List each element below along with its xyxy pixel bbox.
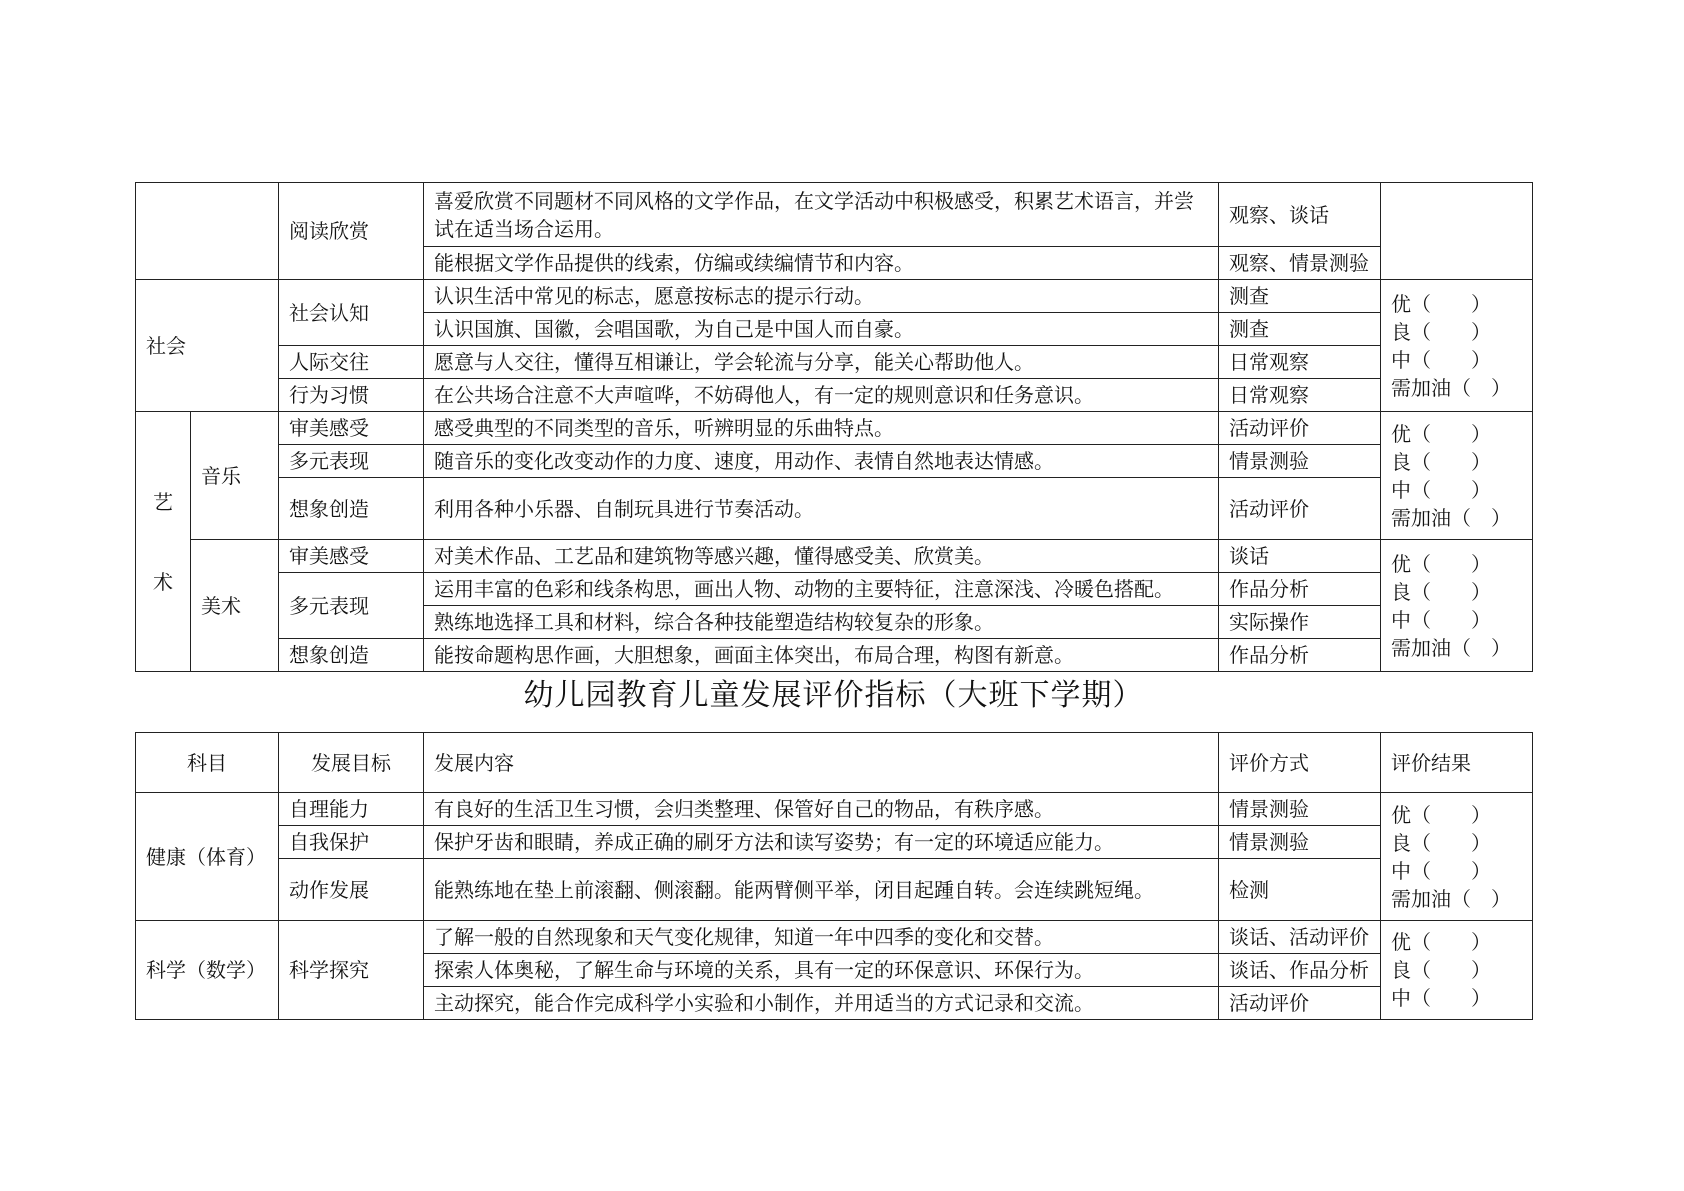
result-needs-effort: 需加油（ ） — [1391, 505, 1511, 530]
result-good: 良（ ） — [1391, 579, 1491, 604]
header-result: 评价结果 — [1381, 733, 1533, 793]
result-average: 中（ ） — [1391, 477, 1491, 502]
table-row — [136, 826, 1533, 859]
content-cell: 认识国旗、国徽，会唱国歌，为自己是中国人而自豪。 — [424, 313, 1219, 346]
subject-art — [136, 412, 191, 672]
result-good: 良（ ） — [1391, 449, 1491, 474]
result-cell — [1381, 793, 1533, 921]
content-cell: 熟练地选择工具和材料，综合各种技能塑造结构较复杂的形象。 — [424, 606, 1219, 639]
content-cell: 喜爱欣赏不同题材不同风格的文学作品，在文学活动中积极感受，积累艺术语言，并尝试在适当场合运用。 — [424, 183, 1219, 247]
result-average: 中（ ） — [1391, 858, 1491, 883]
goal-interpersonal: 人际交往 — [279, 346, 424, 379]
content-cell: 愿意与人交往，懂得互相谦让，学会轮流与分享，能关心帮助他人。 — [424, 346, 1219, 379]
content-cell: 能根据文学作品提供的线索，仿编或续编情节和内容。 — [424, 247, 1219, 280]
content-cell: 主动探究，能合作完成科学小实验和小制作，并用适当的方式记录和交流。 — [424, 987, 1219, 1020]
result-cell-empty — [1381, 183, 1533, 280]
content-cell: 利用各种小乐器、自制玩具进行节奏活动。 — [424, 478, 1219, 540]
header-method: 评价方式 — [1219, 733, 1381, 793]
table-row — [136, 412, 1533, 445]
subject-art-char-2: 术 — [153, 569, 173, 594]
result-excellent: 优（ ） — [1391, 551, 1491, 576]
table-row — [136, 573, 1533, 606]
subject-social: 社会 — [136, 280, 279, 412]
table-row — [136, 793, 1533, 826]
content-cell: 在公共场合注意不大声喧哗，不妨碍他人，有一定的规则意识和任务意识。 — [424, 379, 1219, 412]
result-cell — [1381, 280, 1533, 412]
method-cell: 活动评价 — [1219, 987, 1381, 1020]
result-average: 中（ ） — [1391, 986, 1491, 1010]
header-content: 发展内容 — [424, 733, 1219, 793]
result-excellent: 优（ ） — [1391, 291, 1491, 316]
result-excellent: 优（ ） — [1391, 421, 1491, 446]
header-subject: 科目 — [136, 733, 279, 793]
method-cell: 活动评价 — [1219, 412, 1381, 445]
page-title: 幼儿园教育儿童发展评价指标（大班下学期） — [523, 678, 1144, 713]
subject-art-char-1: 艺 — [153, 489, 173, 514]
content-cell: 有良好的生活卫生习惯，会归类整理、保管好自己的物品，有秩序感。 — [424, 793, 1219, 826]
goal-cell: 多元表现 — [279, 573, 424, 639]
table-row — [136, 183, 1533, 247]
goal-reading: 阅读欣赏 — [279, 183, 424, 280]
table-row — [136, 445, 1533, 478]
content-cell: 了解一般的自然现象和天气变化规律，知道一年中四季的变化和交替。 — [424, 921, 1219, 954]
method-cell: 测查 — [1219, 313, 1381, 346]
content-cell: 对美术作品、工艺品和建筑物等感兴趣，懂得感受美、欣赏美。 — [424, 540, 1219, 573]
content-cell: 随音乐的变化改变动作的力度、速度，用动作、表情自然地表达情感。 — [424, 445, 1219, 478]
header-goal: 发展目标 — [279, 733, 424, 793]
goal-cell: 自理能力 — [279, 793, 424, 826]
method-cell: 检测 — [1219, 859, 1381, 921]
table-row — [136, 639, 1533, 672]
result-cell — [1381, 412, 1533, 540]
evaluation-table — [135, 732, 1533, 1020]
method-cell: 谈话、活动评价 — [1219, 921, 1381, 954]
result-good: 良（ ） — [1391, 319, 1491, 344]
content-cell: 感受典型的不同类型的音乐，听辨明显的乐曲特点。 — [424, 412, 1219, 445]
subject-science: 科学（数学） — [136, 921, 279, 1020]
table-row — [136, 280, 1533, 313]
table-header-row — [136, 733, 1533, 793]
result-cell — [1381, 921, 1533, 1020]
method-cell: 作品分析 — [1219, 639, 1381, 672]
result-average: 中（ ） — [1391, 607, 1491, 632]
goal-cell: 多元表现 — [279, 445, 424, 478]
method-cell: 作品分析 — [1219, 573, 1381, 606]
result-average: 中（ ） — [1391, 347, 1491, 372]
content-cell: 能熟练地在垫上前滚翻、侧滚翻。能两臂侧平举，闭目起踵自转。会连续跳短绳。 — [424, 859, 1219, 921]
method-cell: 情景测验 — [1219, 826, 1381, 859]
method-cell: 情景测验 — [1219, 793, 1381, 826]
method-cell: 活动评价 — [1219, 478, 1381, 540]
content-cell: 能按命题构思作画，大胆想象，画面主体突出，布局合理，构图有新意。 — [424, 639, 1219, 672]
subject-fine-art: 美术 — [191, 540, 279, 672]
method-cell: 谈话 — [1219, 540, 1381, 573]
method-cell: 谈话、作品分析 — [1219, 954, 1381, 987]
goal-cell: 审美感受 — [279, 412, 424, 445]
goal-cell: 自我保护 — [279, 826, 424, 859]
result-cell — [1381, 540, 1533, 672]
result-needs-effort: 需加油（ ） — [1391, 375, 1511, 400]
goal-cell: 审美感受 — [279, 540, 424, 573]
result-good: 良（ ） — [1391, 830, 1491, 855]
content-cell: 认识生活中常见的标志，愿意按标志的提示行动。 — [424, 280, 1219, 313]
table-row — [136, 921, 1533, 954]
method-cell: 测查 — [1219, 280, 1381, 313]
method-cell: 实际操作 — [1219, 606, 1381, 639]
continued-evaluation-table — [135, 182, 1533, 672]
table-row — [136, 379, 1533, 412]
method-cell: 日常观察 — [1219, 346, 1381, 379]
subject-health: 健康（体育） — [136, 793, 279, 921]
method-cell: 观察、情景测验 — [1219, 247, 1381, 280]
method-cell: 情景测验 — [1219, 445, 1381, 478]
goal-behavior: 行为习惯 — [279, 379, 424, 412]
content-cell: 保护牙齿和眼睛，养成正确的刷牙方法和读写姿势；有一定的环境适应能力。 — [424, 826, 1219, 859]
method-cell: 日常观察 — [1219, 379, 1381, 412]
goal-cell: 想象创造 — [279, 639, 424, 672]
subject-music: 音乐 — [191, 412, 279, 540]
result-excellent: 优（ ） — [1391, 930, 1491, 954]
result-needs-effort: 需加油（ ） — [1391, 635, 1511, 660]
goal-cell: 动作发展 — [279, 859, 424, 921]
table-row — [136, 346, 1533, 379]
subject-cell-empty — [136, 183, 279, 280]
table-row — [136, 540, 1533, 573]
goal-science: 科学探究 — [279, 921, 424, 1020]
table-row — [136, 859, 1533, 921]
goal-social-cognition: 社会认知 — [279, 280, 424, 346]
content-cell: 运用丰富的色彩和线条构思，画出人物、动物的主要特征，注意深浅、冷暖色搭配。 — [424, 573, 1219, 606]
result-needs-effort: 需加油（ ） — [1391, 886, 1511, 911]
result-excellent: 优（ ） — [1391, 802, 1491, 827]
goal-cell: 想象创造 — [279, 478, 424, 540]
content-cell: 探索人体奥秘，了解生命与环境的关系，具有一定的环保意识、环保行为。 — [424, 954, 1219, 987]
method-cell: 观察、谈话 — [1219, 183, 1381, 247]
table-row — [136, 478, 1533, 540]
result-good: 良（ ） — [1391, 958, 1491, 982]
